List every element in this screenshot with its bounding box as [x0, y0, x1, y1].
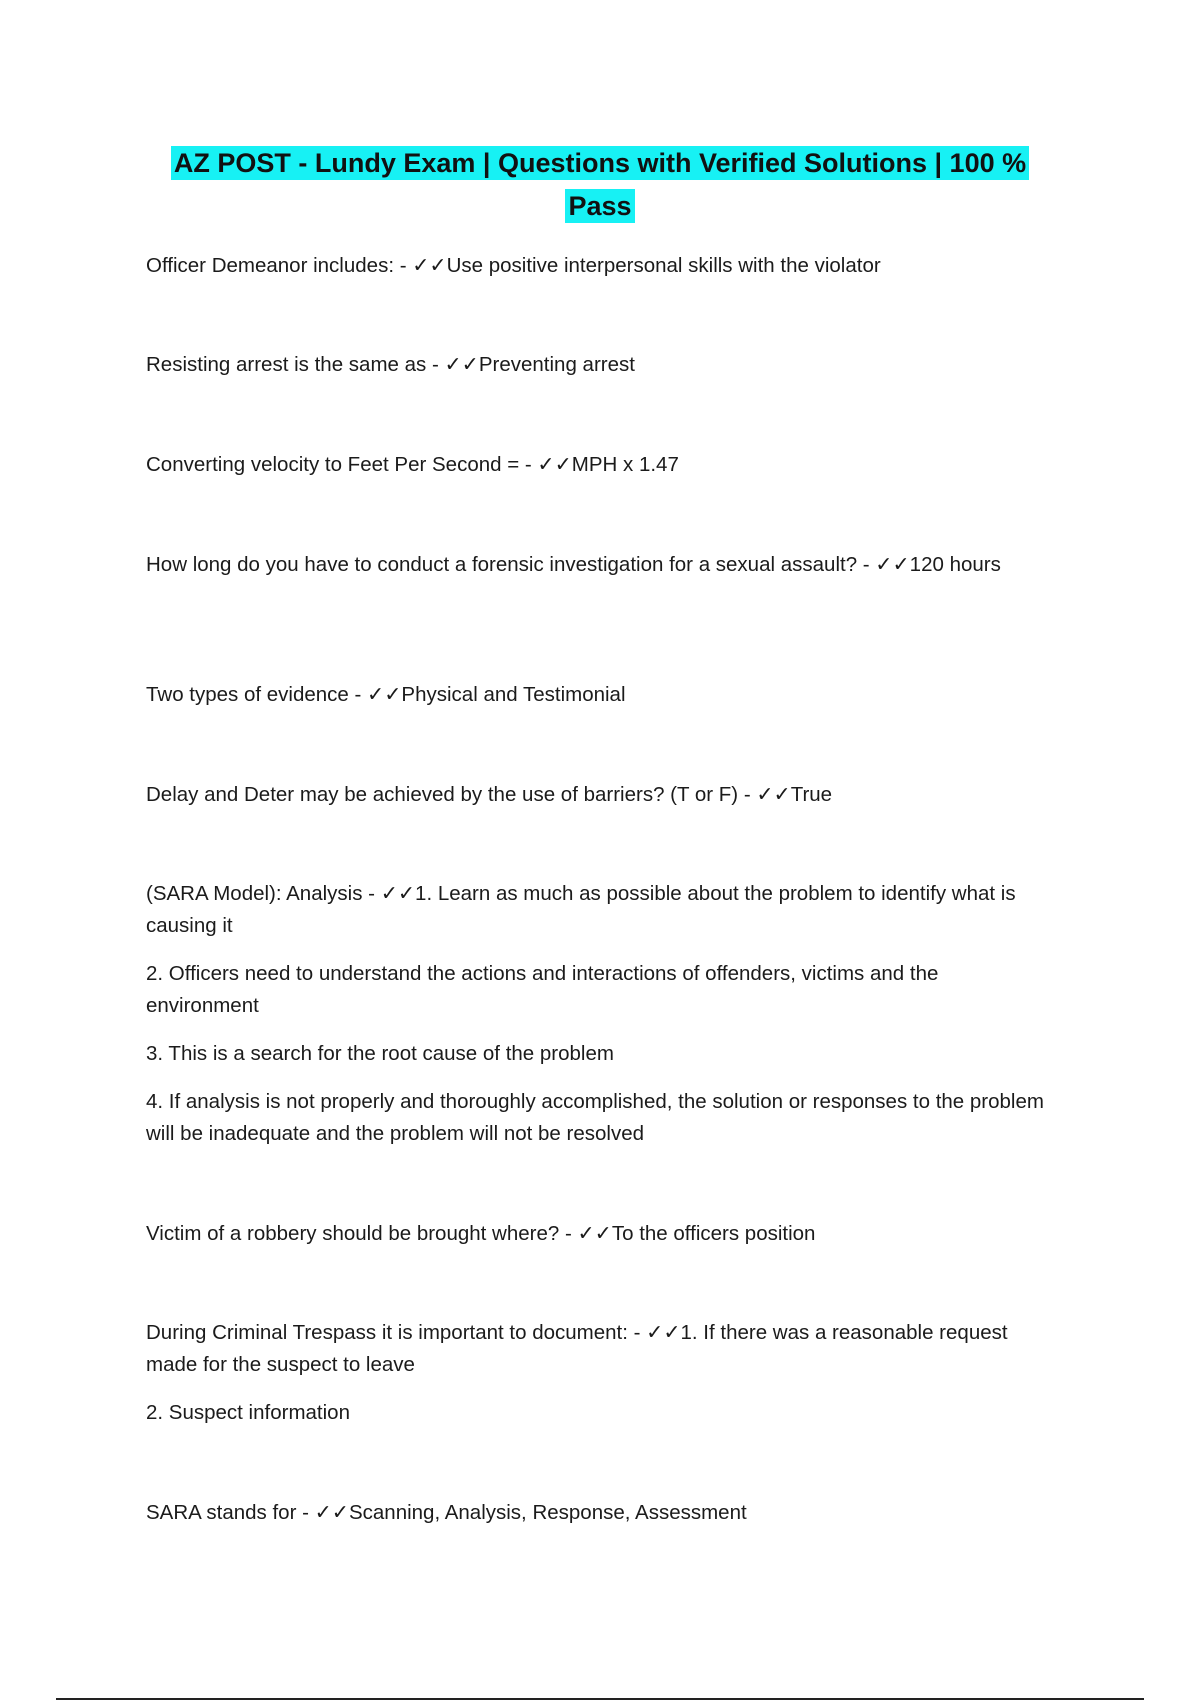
qa-item	[146, 250, 1046, 282]
document-title-text: AZ POST - Lundy Exam | Questions with Verified Solutions | 100 % Pass	[171, 146, 1029, 223]
qa-item	[146, 878, 1046, 1150]
qa-item	[146, 679, 1046, 711]
qa-continuation: 3. This is a search for the root cause of the problem	[146, 1042, 614, 1065]
qa-question: Converting velocity to Feet Per Second = - ✓✓MPH x 1.47	[146, 453, 679, 476]
qa-question: Victim of a robbery should be brought where? - ✓✓To the officers position	[146, 1222, 816, 1245]
qa-question: Delay and Deter may be achieved by the use of barriers? (T or F) - ✓✓True	[146, 783, 833, 806]
qa-item	[146, 349, 1046, 381]
qa-question: Resisting arrest is the same as - ✓✓Preventing arrest	[146, 353, 635, 376]
qa-continuation: 2. Suspect information	[146, 1401, 350, 1424]
qa-item	[146, 779, 1046, 811]
qa-continuation: 2. Officers need to understand the actions and interactions of offenders, victims and the environment	[146, 962, 939, 1017]
qa-question: (SARA Model): Analysis - ✓✓1. Learn as much as possible about the problem to identify what is causing it	[146, 882, 1016, 937]
qa-item	[146, 449, 1046, 481]
qa-question: Officer Demeanor includes: - ✓✓Use positive interpersonal skills with the violator	[146, 254, 881, 277]
qa-question: During Criminal Trespass it is important to document: - ✓✓1. If there was a reasonable request made for the suspect to leave	[146, 1321, 1008, 1376]
qa-item	[146, 549, 1046, 581]
document-title	[150, 142, 1050, 228]
qa-continuation: 4. If analysis is not properly and thoroughly accomplished, the solution or responses to the problem will be inadequate and the problem will not be resolved	[146, 1090, 1044, 1145]
qa-item	[146, 1317, 1046, 1429]
qa-question: How long do you have to conduct a forensic investigation for a sexual assault? - ✓✓120 hours	[146, 553, 1001, 576]
qa-question: SARA stands for - ✓✓Scanning, Analysis, Response, Assessment	[146, 1501, 747, 1524]
qa-item	[146, 1497, 1046, 1529]
qa-question: Two types of evidence - ✓✓Physical and Testimonial	[146, 683, 626, 706]
qa-item	[146, 1218, 1046, 1250]
